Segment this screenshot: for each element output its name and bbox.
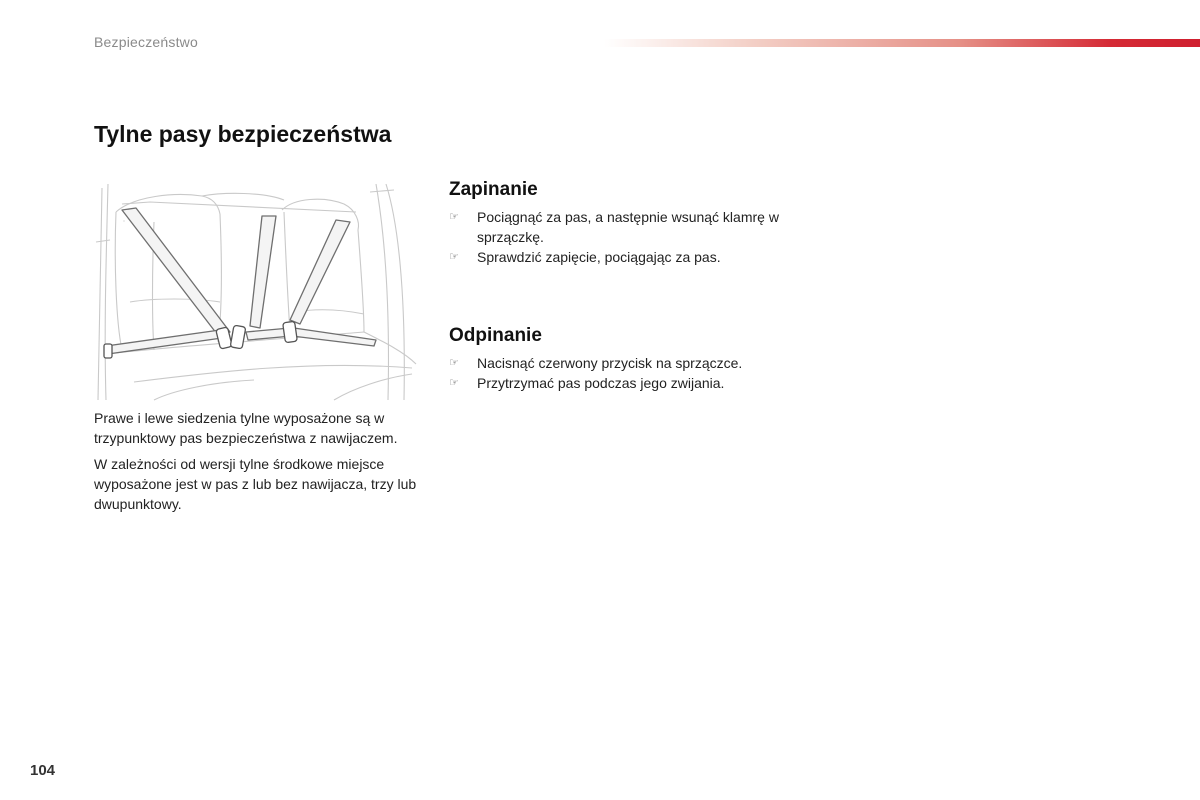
list-item-text: Pociągnąć za pas, a następnie wsunąć klamrę w sprzączkę.	[477, 209, 779, 245]
section-zapinanie	[449, 179, 789, 267]
pointing-hand-icon: ☞	[449, 211, 459, 223]
section-heading-zapinanie: Zapinanie	[449, 179, 538, 200]
intro-paragraph-1: Prawe i lewe siedzenia tylne wyposażone są w trzypunktowy pas bezpieczeństwa z nawijaczem.	[94, 410, 398, 446]
section-label: Bezpieczeństwo	[94, 34, 198, 50]
list-item-text: Nacisnąć czerwony przycisk na sprzączce.	[477, 355, 743, 371]
list-item	[449, 247, 789, 267]
list-item	[449, 207, 789, 247]
page-title: Tylne pasy bezpieczeństwa	[94, 121, 392, 147]
rear-seatbelts-illustration	[94, 182, 424, 402]
pointing-hand-icon: ☞	[449, 377, 459, 389]
list-item-text: Przytrzymać pas podczas jego zwijania.	[477, 375, 725, 391]
section-odpinanie	[449, 325, 789, 393]
section-heading-odpinanie: Odpinanie	[449, 325, 542, 346]
left-column-text	[94, 408, 419, 520]
instruction-list-zapinanie	[449, 207, 789, 267]
intro-paragraph-2: W zależności od wersji tylne środkowe miejsce wyposażone jest w pas z lub bez nawijacza, trzy lub dwupunktowy.	[94, 456, 417, 512]
list-item	[449, 353, 789, 373]
page-number: 104	[30, 762, 56, 779]
pointing-hand-icon: ☞	[449, 251, 459, 263]
list-item-text: Sprawdzić zapięcie, pociągając za pas.	[477, 249, 721, 265]
list-item	[449, 373, 789, 393]
instruction-list-odpinanie	[449, 353, 789, 393]
header-accent-bar	[604, 39, 1200, 47]
pointing-hand-icon: ☞	[449, 357, 459, 369]
